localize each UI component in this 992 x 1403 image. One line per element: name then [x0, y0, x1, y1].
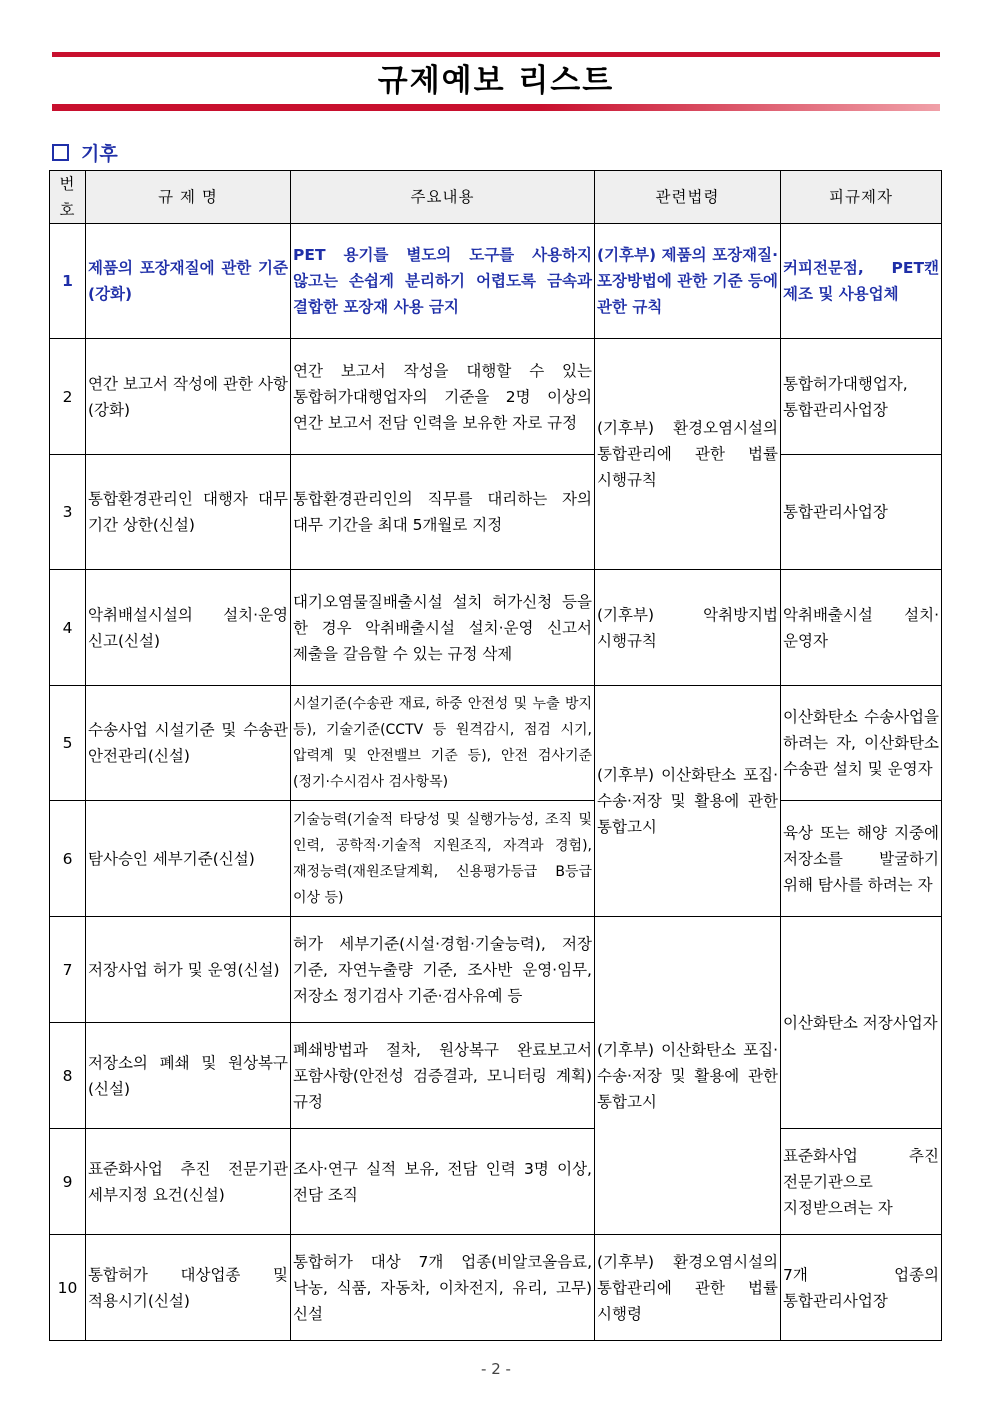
table-row	[50, 570, 942, 686]
checkbox-square-icon	[52, 144, 69, 161]
table-row	[50, 224, 942, 339]
row-number: 1	[50, 224, 86, 339]
row-target: 육상 또는 해양 지중에 저장소를 발굴하기 위해 탐사를 하려는 자	[781, 801, 942, 917]
row-number: 9	[50, 1129, 86, 1235]
page-number: - 2 -	[481, 1360, 511, 1378]
regulation-table	[49, 170, 942, 1341]
row-name: 제품의 포장재질에 관한 기준(강화)	[86, 224, 291, 339]
row-content: 연간 보고서 작성을 대행할 수 있는 통합허가대행업자의 기준을 2명 이상의 연간 보고서 전담 인력을 보유한 자로 규정	[291, 339, 595, 455]
row-target: 통합관리사업장	[781, 455, 942, 570]
row-content: 통합환경관리인의 직무를 대리하는 자의 대무 기간을 최대 5개월로 지정	[291, 455, 595, 570]
row-number: 2	[50, 339, 86, 455]
row-content: 허가 세부기준(시설·경험·기술능력), 저장 기준, 자연누출량 기준, 조사반 운영·임무, 저장소 정기검사 기준·검사유예 등	[291, 917, 595, 1023]
row-content: 통합허가 대상 7개 업종(비알코올음료, 낙농, 식품, 자동차, 이차전지, 유리, 고무) 신설	[291, 1235, 595, 1341]
row-number: 8	[50, 1023, 86, 1129]
header-number: 번호	[50, 171, 86, 224]
row-name: 통합허가 대상업종 및 적용시기(신설)	[86, 1235, 291, 1341]
row-target: 표준화사업 추진 전문기관으로 지정받으려는 자	[781, 1129, 942, 1235]
row-number: 6	[50, 801, 86, 917]
row-target: 이산화탄소 저장사업자	[781, 917, 942, 1129]
table-row	[50, 686, 942, 801]
title-bottom-rule	[52, 104, 940, 111]
row-name: 연간 보고서 작성에 관한 사항(강화)	[86, 339, 291, 455]
row-number: 10	[50, 1235, 86, 1341]
title-top-rule	[52, 52, 940, 57]
row-number: 7	[50, 917, 86, 1023]
section-label: 기후	[81, 143, 118, 165]
row-name: 저장소의 폐쇄 및 원상복구(신설)	[86, 1023, 291, 1129]
row-law: (기후부) 이산화탄소 포집·수송·저장 및 활용에 관한 통합고시	[595, 917, 781, 1235]
header-law: 관련법령	[595, 171, 781, 224]
row-number: 3	[50, 455, 86, 570]
row-content: 폐쇄방법과 절차, 원상복구 완료보고서 포함사항(안전성 검증결과, 모니터링 계획) 규정	[291, 1023, 595, 1129]
header-target: 피규제자	[781, 171, 942, 224]
row-number: 5	[50, 686, 86, 801]
row-content: 기술능력(기술적 타당성 및 실행가능성, 조직 및 인력, 공학적·기술적 지원조직, 자격과 경험), 재정능력(재원조달계획, 신용평가등급 B등급 이상 등)	[291, 801, 595, 917]
table-row	[50, 1235, 942, 1341]
row-content: 시설기준(수송관 재료, 하중 안전성 및 누출 방지 등), 기술기준(CCTV 등 원격감시, 점검 시기, 압력계 및 안전밸브 기준 등), 안전 검사기준(정기·수시검사 검사항목)	[291, 686, 595, 801]
page-title: 규제예보 리스트	[377, 63, 615, 99]
row-name: 탐사승인 세부기준(신설)	[86, 801, 291, 917]
table-row	[50, 1129, 942, 1235]
row-law: (기후부) 제품의 포장재질·포장방법에 관한 기준 등에 관한 규칙	[595, 224, 781, 339]
row-number: 4	[50, 570, 86, 686]
row-name: 수송사업 시설기준 및 수송관 안전관리(신설)	[86, 686, 291, 801]
header-content: 주요내용	[291, 171, 595, 224]
header-name: 규 제 명	[86, 171, 291, 224]
row-law: (기후부) 환경오염시설의 통합관리에 관한 법률 시행규칙	[595, 339, 781, 570]
row-target: 통합허가대행업자, 통합관리사업장	[781, 339, 942, 455]
table-row	[50, 339, 942, 455]
table-row	[50, 917, 942, 1023]
row-name: 악취배설시설의 설치·운영 신고(신설)	[86, 570, 291, 686]
row-law: (기후부) 환경오염시설의 통합관리에 관한 법률 시행령	[595, 1235, 781, 1341]
row-name: 저장사업 허가 및 운영(신설)	[86, 917, 291, 1023]
row-target: 이산화탄소 수송사업을 하려는 자, 이산화탄소 수송관 설치 및 운영자	[781, 686, 942, 801]
table-row	[50, 801, 942, 917]
row-name: 통합환경관리인 대행자 대무 기간 상한(신설)	[86, 455, 291, 570]
row-law: (기후부) 이산화탄소 포집·수송·저장 및 활용에 관한 통합고시	[595, 686, 781, 917]
row-law: (기후부) 악취방지법 시행규칙	[595, 570, 781, 686]
row-content: PET 용기를 별도의 도구를 사용하지 않고는 손쉽게 분리하기 어렵도록 금속과 결합한 포장재 사용 금지	[291, 224, 595, 339]
row-content: 대기오염물질배출시설 설치 허가신청 등을 한 경우 악취배출시설 설치·운영 신고서 제출을 갈음할 수 있는 규정 삭제	[291, 570, 595, 686]
row-target: 커피전문점, PET캔 제조 및 사용업체	[781, 224, 942, 339]
row-content: 조사·연구 실적 보유, 전담 인력 3명 이상, 전담 조직	[291, 1129, 595, 1235]
row-target: 악취배출시설 설치·운영자	[781, 570, 942, 686]
table-row	[50, 455, 942, 570]
row-name: 표준화사업 추진 전문기관 세부지정 요건(신설)	[86, 1129, 291, 1235]
row-target: 7개 업종의 통합관리사업장	[781, 1235, 942, 1341]
section-heading	[52, 139, 118, 166]
table-header-row	[50, 171, 942, 224]
